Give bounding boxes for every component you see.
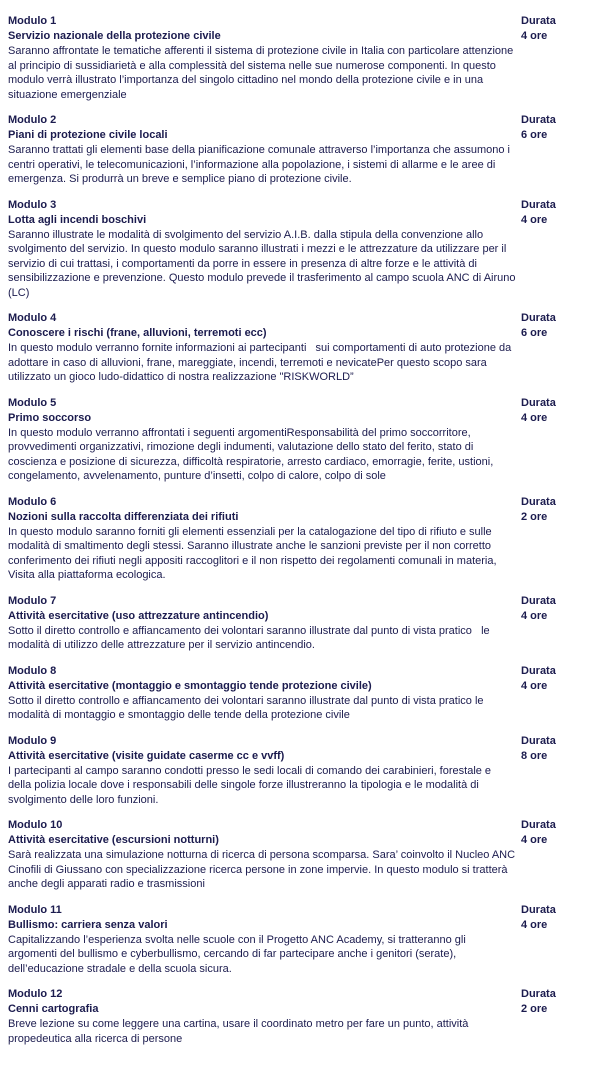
duration-value: 4 ore <box>521 30 548 42</box>
duration-label: Durata <box>521 903 556 916</box>
module-description: In questo modulo saranno forniti gli elementi essenziali per la catalogazione del tipo di rifiuto e sulle modalità di smaltimento degli stessi. Saranno illustrate anche le sanzioni previste per il non corretto conferimento dei rifiuti negli appositi raccoglitori e il non rispetto dei regolamenti comunali in materia, Visita alla piattaforma ecologica. <box>8 525 500 581</box>
module-title: Attività esercitative (visite guidate caserme cc e vvff) <box>8 749 285 762</box>
module-title: Conoscere i rischi (frane, alluvioni, terremoti ecc) <box>8 327 267 339</box>
module-title: Attività esercitative (montaggio e smontaggio tende protezione civile) <box>8 679 372 692</box>
module-title-row <box>8 609 594 624</box>
module-title-row <box>8 679 594 694</box>
module-description: Sotto il diretto controllo e affiancamento dei volontari saranno illustrate dal punto di vista pratico le modalità di montaggio e smontaggio delle tende della protezione civile <box>8 694 487 721</box>
module-number: Modulo 1 <box>8 15 57 27</box>
module-header-row <box>8 198 594 213</box>
module-description: Breve lezione su come leggere una cartina, usare il coordinato metro per fare un punto, attività propedeutica alla ricerca di persone <box>8 1018 472 1045</box>
module-number: Modulo 3 <box>8 198 57 211</box>
module-title-row <box>8 1002 594 1017</box>
module-number: Modulo 5 <box>8 396 57 409</box>
module-header-row <box>8 734 594 749</box>
duration-label: Durata <box>521 198 556 211</box>
module-title: Bullismo: carriera senza valori <box>8 918 168 931</box>
duration-label: Durata <box>521 988 556 1000</box>
module-title-row <box>8 128 594 143</box>
module-description: Sarà realizzata una simulazione notturna di ricerca di persona scomparsa. Sara’ coinvolto il Nucleo ANC Cinofili di Giussano con specializzazione ricerca persone in zone impervie. In questo modulo si tratterà anche degli apparati radio e trasmissioni <box>8 849 519 890</box>
module-header-row <box>8 495 594 510</box>
duration-label: Durata <box>521 819 556 831</box>
module-header-row <box>8 903 594 918</box>
duration-label: Durata <box>521 734 556 747</box>
module-block <box>8 14 594 102</box>
module-block <box>8 594 594 653</box>
module-number: Modulo 6 <box>8 495 57 508</box>
module-block <box>8 311 594 385</box>
duration-value: 4 ore <box>521 411 548 424</box>
duration-value: 4 ore <box>521 834 548 846</box>
module-title-row <box>8 833 594 848</box>
module-title: Attività esercitative (escursioni notturni) <box>8 834 219 846</box>
module-description: In questo modulo verranno fornite informazioni ai partecipanti sui comportamenti di auto protezione da adottare in caso di alluvioni, frane, mareggiate, incendi, terremoti e nevicatePer questo scopo sara utilizzato un gioco ludo-didattico di nostra realizzazione "RISKWORLD” <box>8 342 515 383</box>
module-description: Capitalizzando l’esperienza svolta nelle scuole con il Progetto ANC Academy, si tratteranno gli argomenti del bullismo e cyberbullismo, cercando di far partecipare anche i genitori (serate), dell’educazione stradale e della scuola sicura. <box>8 933 469 975</box>
module-header-row <box>8 987 594 1002</box>
module-number: Modulo 7 <box>8 594 57 607</box>
module-block <box>8 664 594 723</box>
module-title: Cenni cartografia <box>8 1003 99 1015</box>
module-block <box>8 987 594 1046</box>
module-number: Modulo 8 <box>8 664 57 677</box>
module-block <box>8 903 594 977</box>
duration-label: Durata <box>521 594 556 607</box>
module-description: Saranno illustrate le modalità di svolgimento del servizio A.I.B. dalla stipula della convenzione allo svolgimento del servizio. In questo modulo saranno illustrati i mezzi e le attrezzature da utilizzare per il servizio di cui trattasi, i comportamenti da porre in essere in presenza di altre forze e le attività di sensibilizzazione e prevenzione. Questo modulo prevede il trasferimento al campo scuola ANC di Airuno (LC) <box>8 228 519 299</box>
duration-value: 6 ore <box>521 129 548 141</box>
duration-label: Durata <box>521 15 556 27</box>
module-number: Modulo 2 <box>8 114 57 126</box>
module-title: Primo soccorso <box>8 411 92 424</box>
module-title: Attività esercitative (uso attrezzature antincendio) <box>8 609 269 622</box>
duration-label: Durata <box>521 495 556 508</box>
module-header-row <box>8 311 594 326</box>
module-header-row <box>8 113 594 128</box>
duration-value: 6 ore <box>521 327 548 339</box>
module-description: In questo modulo verranno affrontati i seguenti argomentiResponsabilità del primo soccorritore, provvedimenti organizzativi, rimozione degli indumenti, valutazione dello stato del ferito, stato di coscienza e posizione di sicurezza, difficoltà respiratorie, arresto cardiaco, emorragie, ferite, ustioni, congelamento, avvelenamento, punture d’insetti, colpo di calore, colpo di sole <box>8 426 497 482</box>
module-title-row <box>8 411 594 426</box>
module-block <box>8 818 594 892</box>
module-description: I partecipanti al campo saranno condotti presso le sedi locali di comando dei carabinieri, forestale e della polizia locale dove i responsabili delle singole forze illustreranno la tipologia e le modalità di svolgimento delle loro funzioni. <box>8 764 495 806</box>
duration-value: 2 ore <box>521 510 548 523</box>
duration-label: Durata <box>521 396 556 409</box>
module-number: Modulo 9 <box>8 734 57 747</box>
module-title: Servizio nazionale della protezione civile <box>8 30 221 42</box>
module-number: Modulo 4 <box>8 312 57 324</box>
module-title-row <box>8 213 594 228</box>
module-number: Modulo 10 <box>8 819 63 831</box>
module-title: Piani di protezione civile locali <box>8 129 168 141</box>
module-description: Saranno affrontate le tematiche afferenti il sistema di protezione civile in Italia con particolare attenzione al principio di sussidiarietà e alla complessità del sistema nelle sue numerose componenti. In questo modulo verrà illustrato l’importanza del singolo cittadino nel mondo della protezione civile e in una situazione emergenziale <box>8 45 517 101</box>
module-number: Modulo 11 <box>8 903 62 916</box>
module-title: Lotta agli incendi boschivi <box>8 213 147 226</box>
module-description: Saranno trattati gli elementi base della pianificazione comunale attraverso l’importanza che assumono i centri operativi, le telecomunicazioni, l’informazione alla popolazione, i sistemi di allarme e le aree di emergenza. Si produrrà un breve e semplice piano di protezione civile. <box>8 144 514 185</box>
module-number: Modulo 12 <box>8 988 63 1000</box>
duration-value: 2 ore <box>521 1003 548 1015</box>
module-block <box>8 198 594 301</box>
module-title: Nozioni sulla raccolta differenziata dei rifiuti <box>8 510 239 523</box>
module-title-row <box>8 510 594 525</box>
module-description: Sotto il diretto controllo e affiancamento dei volontari saranno illustrate dal punto di vista pratico le modalità di utilizzo delle attrezzature per il servizio antincendio. <box>8 624 493 651</box>
module-list <box>8 14 594 1046</box>
module-title-row <box>8 326 594 341</box>
module-header-row <box>8 396 594 411</box>
duration-label: Durata <box>521 312 556 324</box>
duration-value: 4 ore <box>521 918 548 931</box>
module-block <box>8 113 594 187</box>
module-title-row <box>8 29 594 44</box>
module-header-row <box>8 14 594 29</box>
duration-value: 4 ore <box>521 609 548 622</box>
module-header-row <box>8 594 594 609</box>
duration-value: 8 ore <box>521 749 548 762</box>
module-block <box>8 495 594 583</box>
module-title-row <box>8 749 594 764</box>
duration-label: Durata <box>521 114 556 126</box>
duration-value: 4 ore <box>521 213 548 226</box>
module-title-row <box>8 918 594 933</box>
module-header-row <box>8 818 594 833</box>
module-header-row <box>8 664 594 679</box>
module-block <box>8 734 594 808</box>
module-block <box>8 396 594 484</box>
duration-label: Durata <box>521 664 556 677</box>
duration-value: 4 ore <box>521 679 548 692</box>
